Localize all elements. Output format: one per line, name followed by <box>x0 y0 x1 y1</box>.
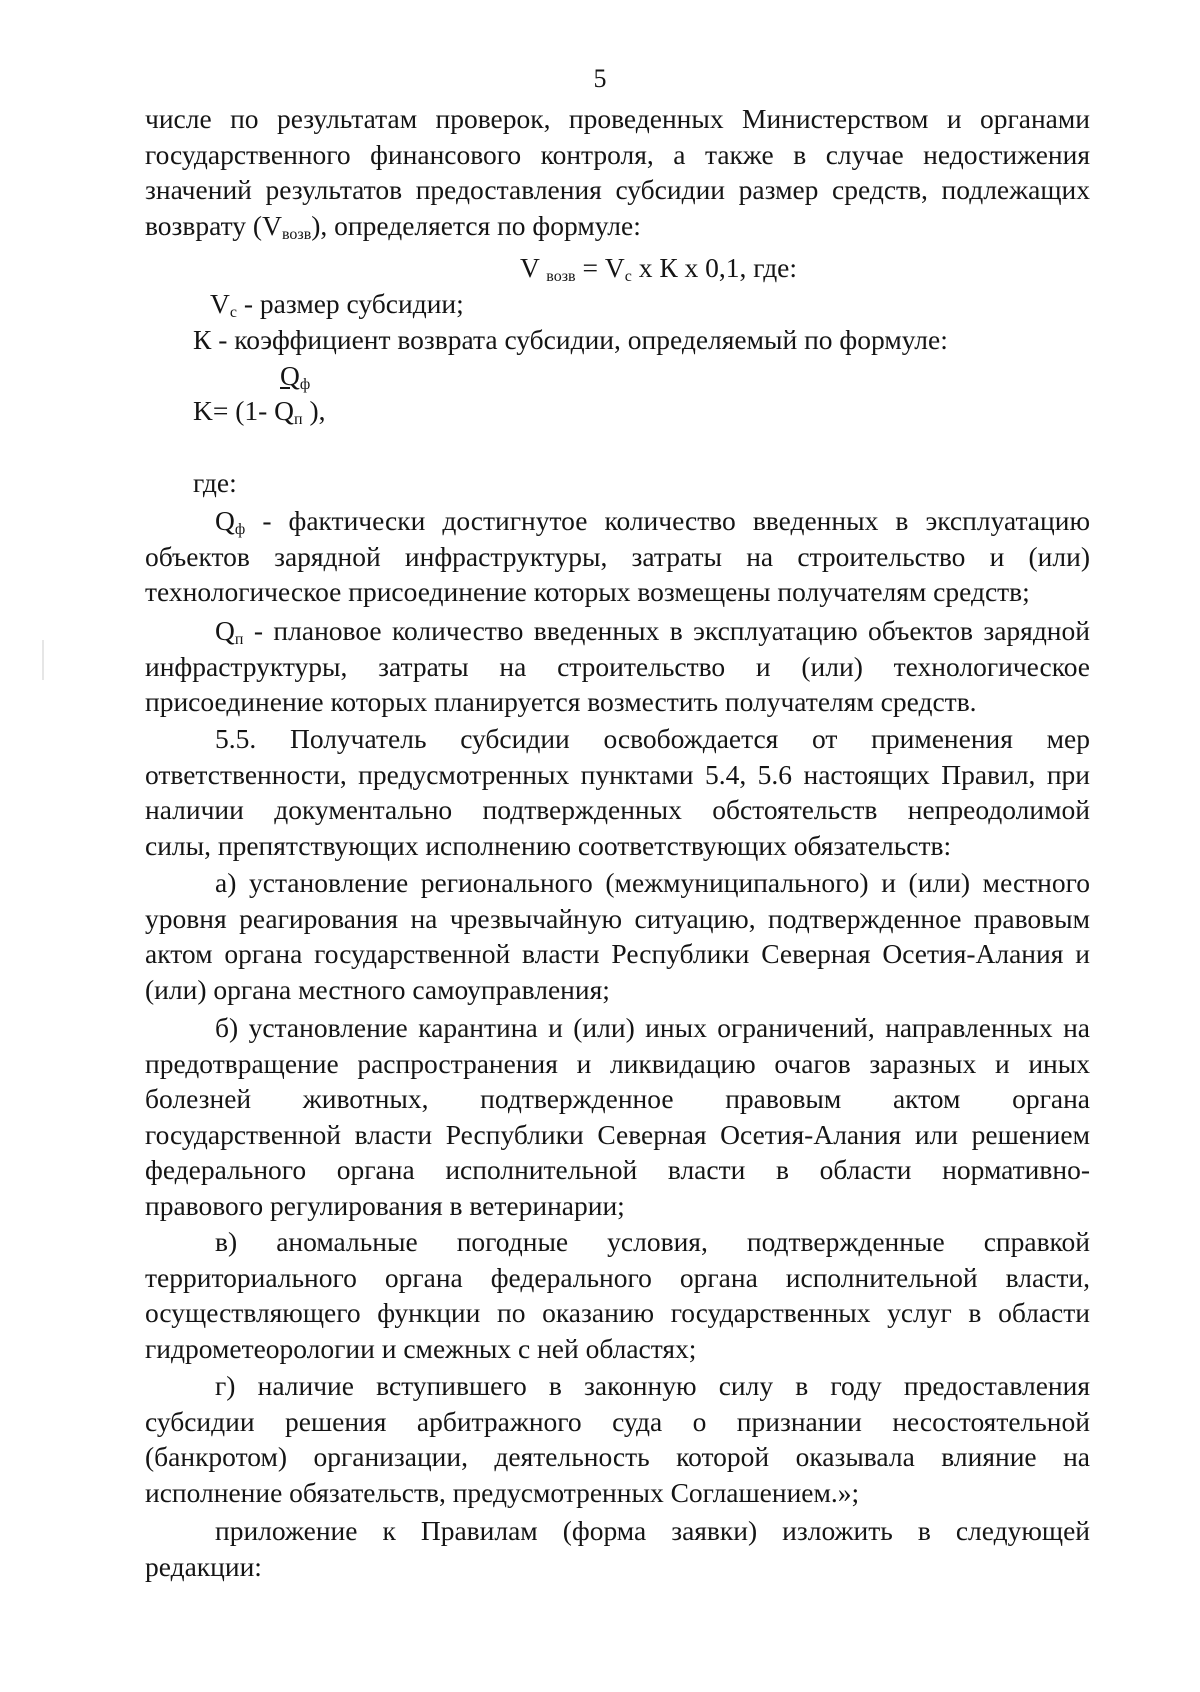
text-line: силы, препятствующих исполнению соответствующих обязательств: <box>145 829 952 861</box>
text-line: предотвращение распространения и ликвидацию очагов заразных и иных <box>145 1047 1090 1079</box>
text-line: наличии документально подтвержденных обстоятельств непреодолимой <box>145 794 1090 825</box>
paragraph-5-5 <box>145 721 1090 863</box>
text-line: возврату $(V_{возв})$, определяется по формуле: <box>145 209 641 243</box>
paragraph-appendix <box>145 1513 1090 1584</box>
paragraph-refund <box>145 101 1090 243</box>
text-line: (или) органа местного самоуправления; <box>145 973 610 1005</box>
where-label: где: <box>193 467 237 498</box>
text-line: объектов зарядной инфраструктуры, затраты на строительство и (или) <box>145 540 1090 572</box>
refund-formula: V $_{возв} = V_c$ х К х 0,1, где: <box>520 252 798 285</box>
scan-margin-mark <box>42 640 44 680</box>
text-line: $Q_ф$ - фактически достигнутое количество введенных в эксплуатацию <box>215 505 1090 538</box>
text-line: уровня реагирования на чрезвычайную ситуацию, подтвержденное правовым <box>145 902 1090 934</box>
text-line: присоединение которых планируется возместить получателям средств. <box>145 686 977 717</box>
item-b <box>145 1010 1090 1223</box>
vc-definition: $V_c$ - размер субсидии; <box>210 288 464 321</box>
item-v <box>145 1224 1090 1366</box>
text-line: гидрометеорологии и смежных с ней областях; <box>145 1332 697 1364</box>
text-line: а) установление регионального (межмуниципального) и (или) местного <box>215 867 1090 898</box>
text-line: осуществляющего функции по оказанию государственных услуг в области <box>145 1297 1090 1328</box>
text-line: федерального органа исполнительной власти в области нормативно- <box>145 1154 1090 1185</box>
text-line: г) наличие вступившего в законную силу в году предоставления <box>215 1370 1090 1401</box>
text-line: числе по результатам проверок, проведенных Министерством и органами <box>145 103 1090 134</box>
item-g <box>145 1368 1090 1510</box>
text-line: в) аномальные погодные условия, подтвержденные справкой <box>215 1226 1090 1257</box>
text-line: ответственности, предусмотренных пунктами 5.4, 5.6 настоящих Правил, при <box>145 758 1090 790</box>
page-number: 5 <box>593 64 607 93</box>
text-line: приложение к Правилам (форма заявки) изложить в следующей <box>215 1515 1090 1546</box>
text-line: государственной власти Республики Северная Осетия-Алания или решением <box>145 1118 1090 1150</box>
text-line: исполнение обязательств, предусмотренных Соглашением.»; <box>145 1476 860 1508</box>
qp-definition <box>145 613 1090 720</box>
k-formula: K= (1- $Q_п$ ), <box>193 395 326 428</box>
text-line: б) установление карантина и (или) иных ограничений, направленных на <box>215 1012 1090 1043</box>
k-definition: К - коэффициент возврата субсидии, определяемый по формуле: <box>193 324 948 355</box>
text-line: 5.5. Получатель субсидии освобождается от применения мер <box>215 723 1090 754</box>
text-line: (банкротом) организации, деятельность которой оказывала влияние на <box>145 1441 1090 1472</box>
k-formula-numerator: $Q_ф$ <box>280 360 311 393</box>
text-line: редакции: <box>145 1550 262 1582</box>
qf-definition <box>145 503 1090 610</box>
text-line: инфраструктуры, затраты на строительство и (или) технологическое <box>145 650 1090 682</box>
text-line: технологическое присоединение которых возмещены получателям средств; <box>145 576 1030 607</box>
text-line: правового регулирования в ветеринарии; <box>145 1189 625 1221</box>
text-line: актом органа государственной власти Республики Северная Осетия-Алания и <box>145 938 1090 969</box>
text-line: государственного финансового контроля, а также в случае недостижения <box>145 138 1090 170</box>
item-a <box>145 865 1090 1007</box>
text-line: болезней животных, подтвержденное правовым актом органа <box>145 1083 1090 1114</box>
text-line: значений результатов предоставления субсидии размер средств, подлежащих <box>145 174 1090 205</box>
text-line: субсидии решения арбитражного суда о признании несостоятельной <box>145 1405 1090 1437</box>
text-line: территориального органа федерального органа исполнительной власти, <box>145 1261 1090 1293</box>
text-line: $Q_п$ - плановое количество введенных в эксплуатацию объектов зарядной <box>215 615 1090 648</box>
